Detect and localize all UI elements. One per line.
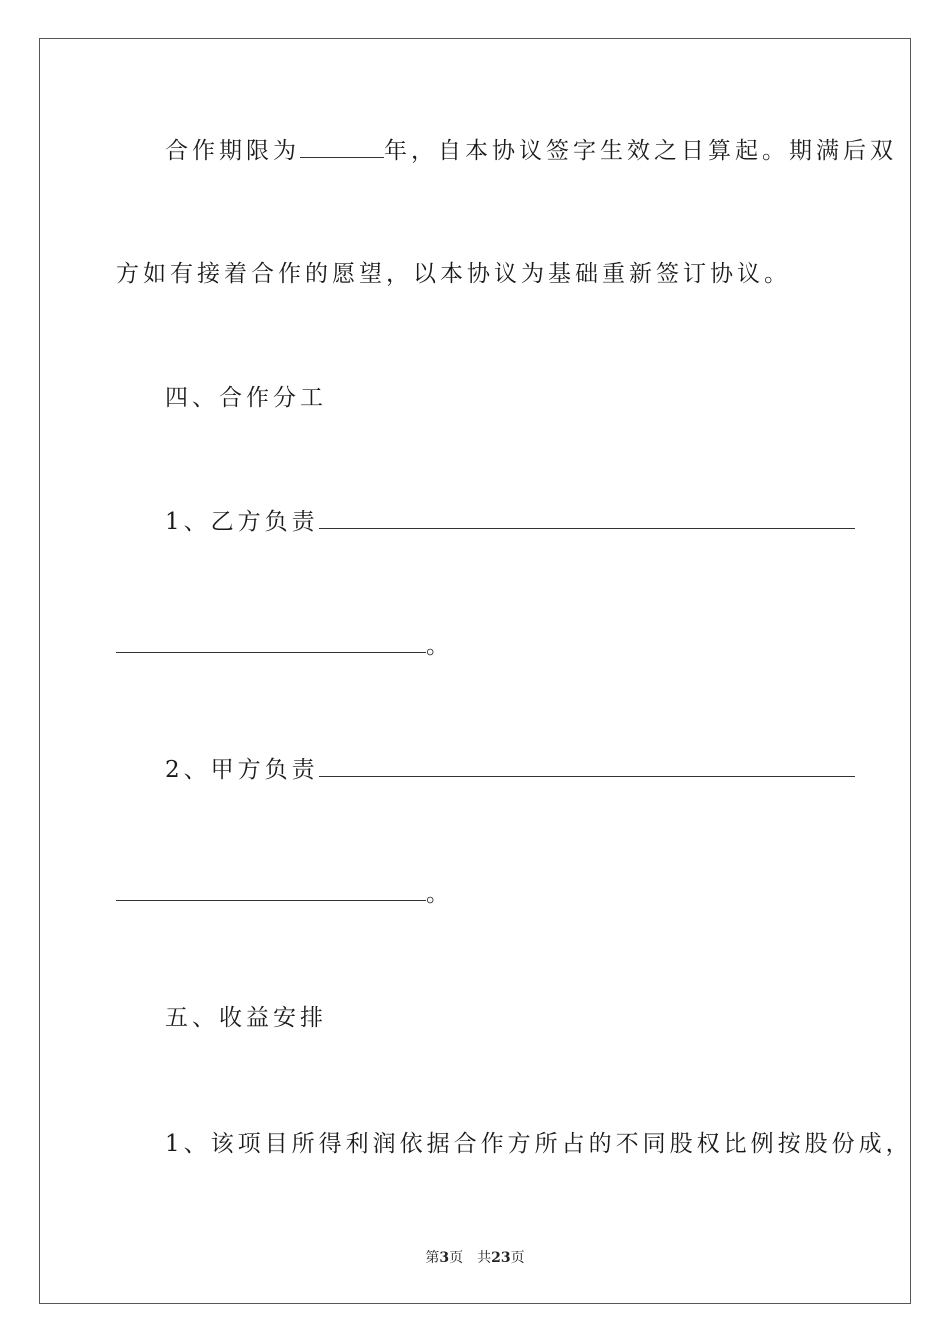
item-2-end: 。	[426, 881, 453, 907]
term-line-1	[165, 136, 897, 166]
footer-page-word: 页	[449, 1250, 464, 1266]
item-1-line	[165, 507, 855, 537]
item-1-end: 。	[426, 633, 453, 659]
item-2-blank[interactable]	[319, 756, 855, 777]
term-line-2: 方如有接着合作的愿望，以本协议为基础重新签订协议。	[116, 261, 791, 287]
item-1-blank-continued[interactable]	[116, 632, 426, 653]
footer-total-pages: 23	[491, 1250, 511, 1266]
item-1-blank[interactable]	[319, 508, 855, 529]
item-2-blank-continued[interactable]	[116, 880, 426, 901]
section-5-item-1: 1、该项目所得利润依据合作方所占的不同股权比例按股份成，	[165, 1131, 913, 1157]
item-2-label: 2、甲方负责	[165, 757, 319, 783]
section-5-title: 五、收益安排	[165, 1005, 327, 1031]
page-footer	[0, 1247, 950, 1267]
item-1-label: 1、乙方负责	[165, 509, 319, 535]
item-2-line	[165, 755, 855, 785]
term-text-end: 年，自本协议签字生效之日算起。期满后双	[384, 138, 897, 164]
footer-current-page: 3	[439, 1250, 450, 1266]
term-years-blank[interactable]	[300, 137, 384, 158]
item-2-continuation	[116, 879, 453, 909]
section-4-title: 四、合作分工	[165, 385, 327, 411]
footer-total-prefix: 共	[477, 1250, 492, 1266]
footer-prefix: 第	[425, 1250, 440, 1266]
footer-total-word: 页	[510, 1250, 525, 1266]
term-text-start: 合作期限为	[165, 138, 300, 164]
item-1-continuation	[116, 631, 453, 661]
page-frame	[39, 38, 911, 1304]
